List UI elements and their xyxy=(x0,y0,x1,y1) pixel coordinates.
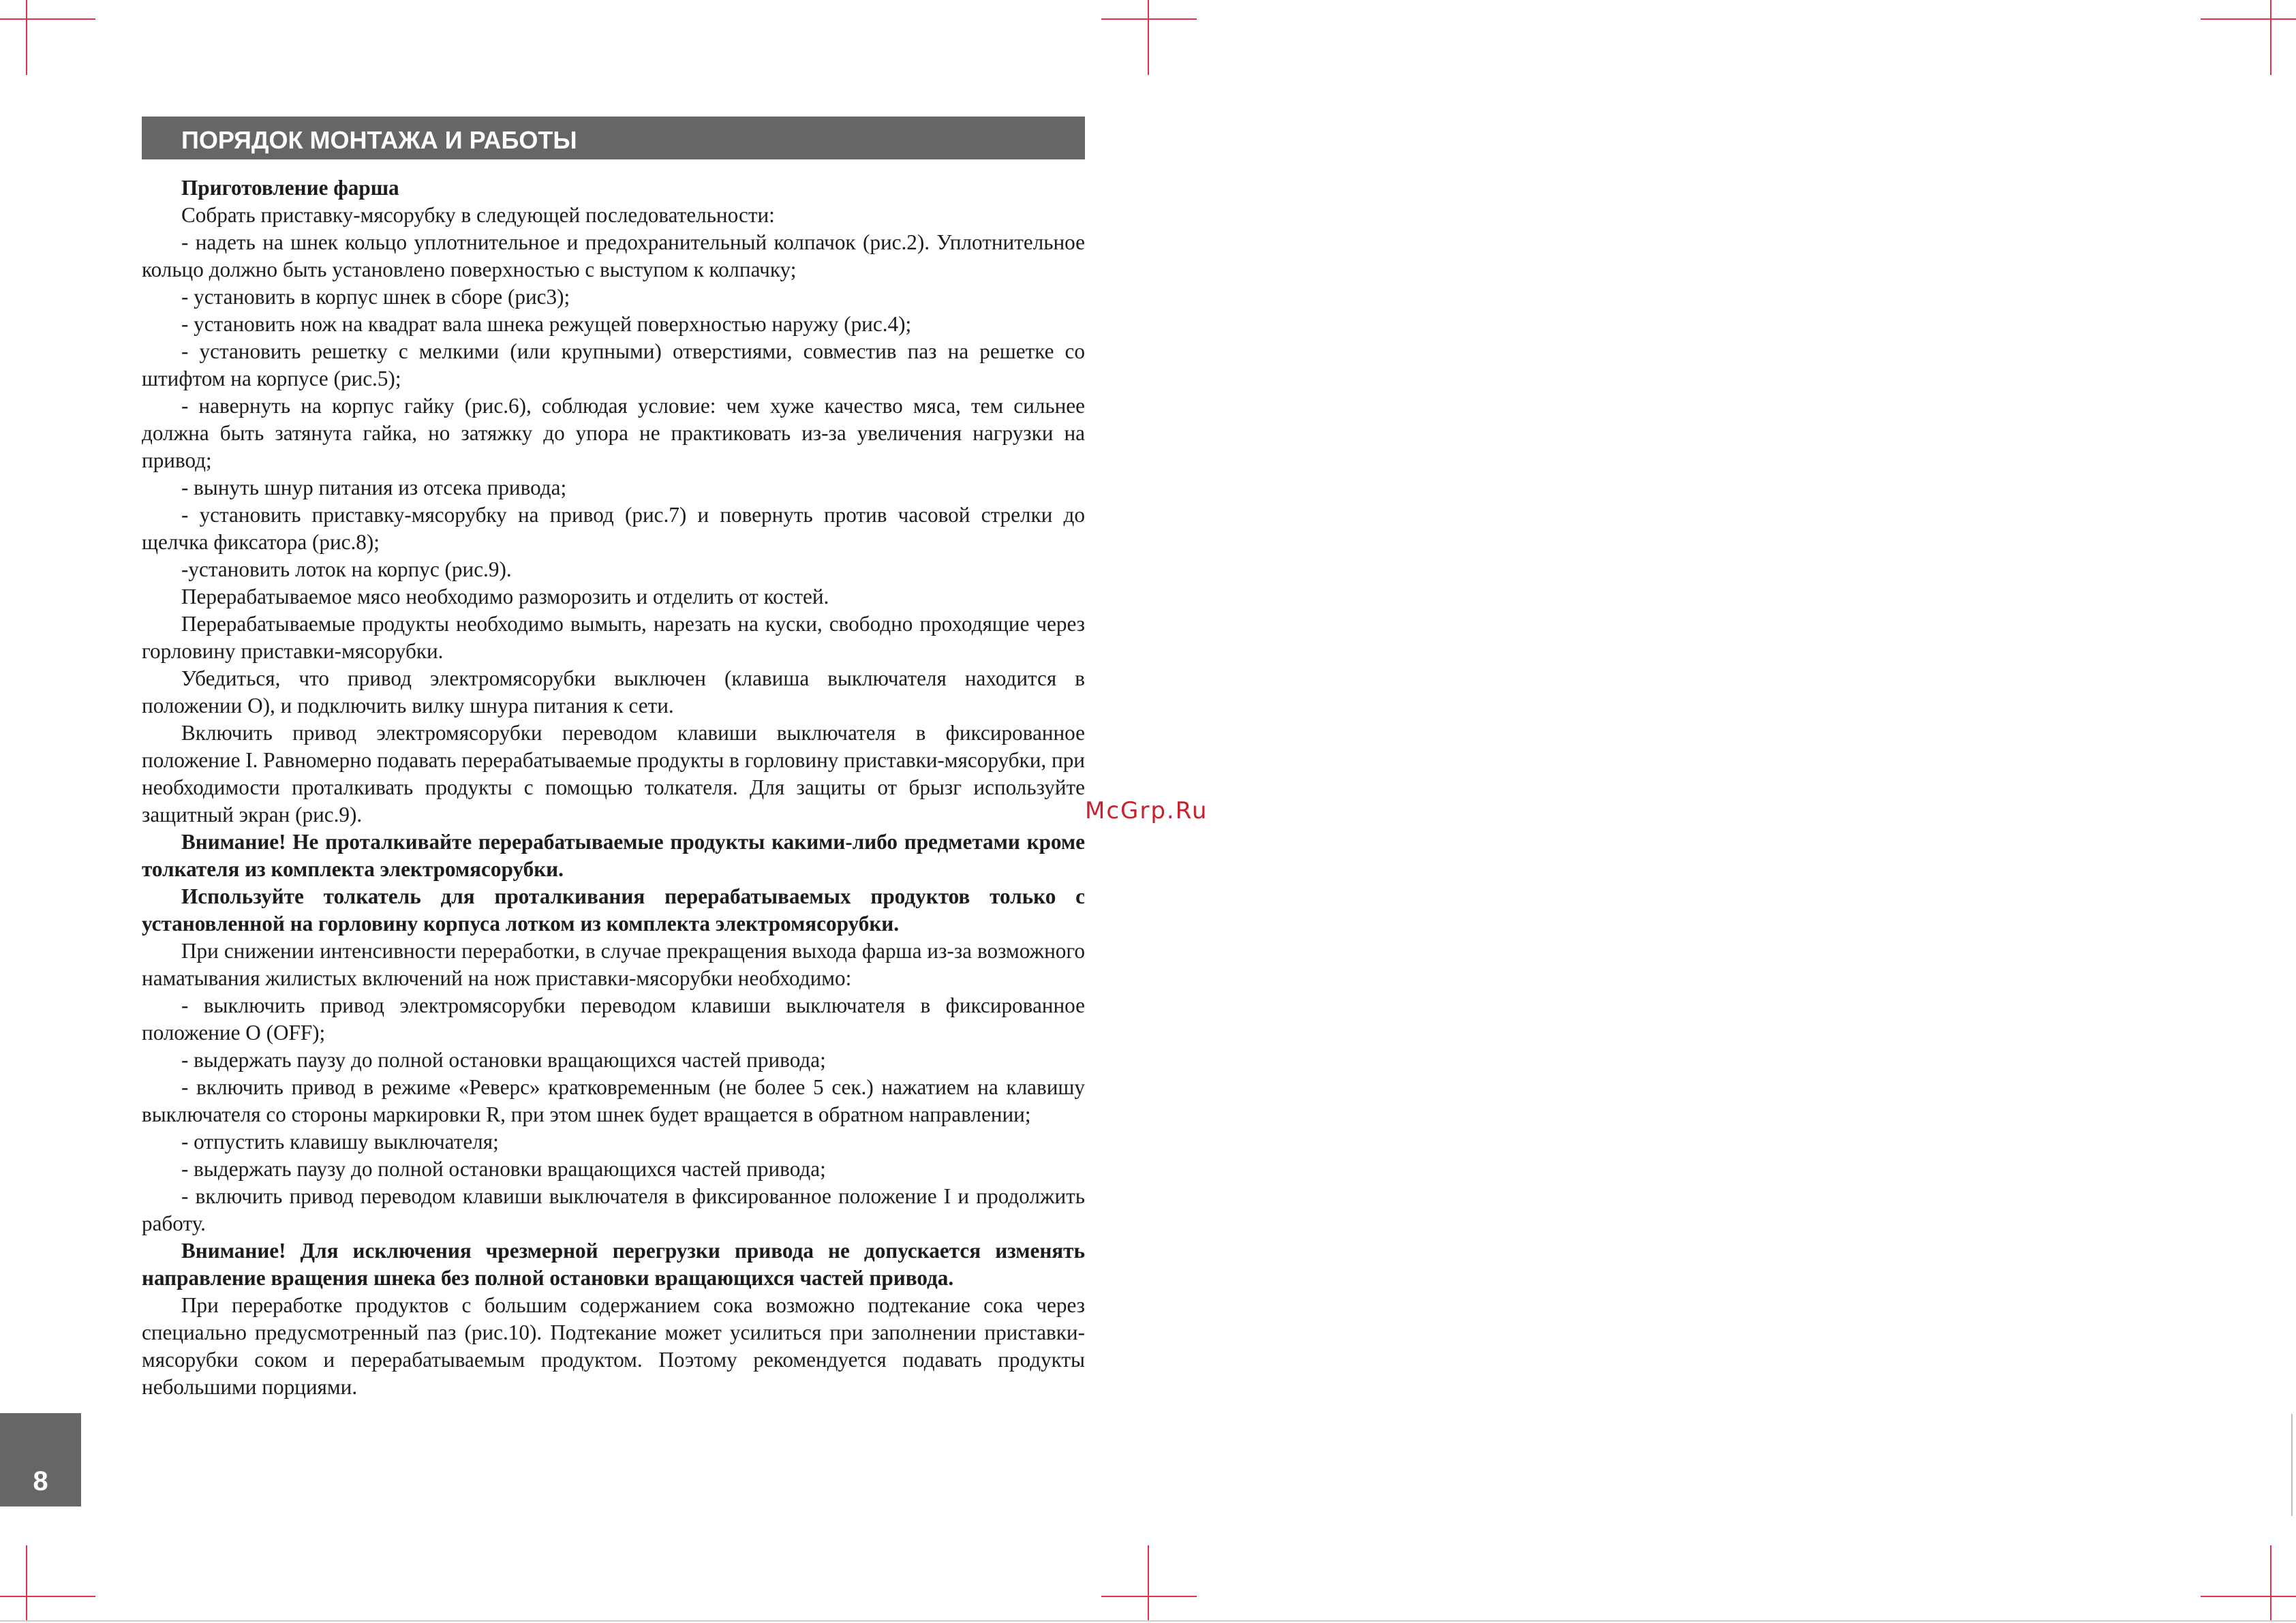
list-item: - включить привод в режиме «Реверс» кратковременным (не более 5 сек.) нажатием на клавишу выключателя со стороны маркировки R, при этом шнек будет вращается в обратном направлении; xyxy=(142,1075,1085,1126)
list-item: - выключить привод электромясорубки переводом клавиши выключателя в фиксированное положение O (OFF); xyxy=(142,993,1085,1045)
crop-mark xyxy=(2270,1545,2271,1620)
section-header xyxy=(142,117,1085,159)
list-item: - надеть на шнек кольцо уплотнительное и предохранительный колпачок (рис.2). Уплотнительное кольцо должно быть установлено поверхностью с выступом к колпачку; xyxy=(142,230,1085,281)
warning-paragraph: Используйте толкатель для проталкивания перерабатываемых продуктов только с установленной на горловину корпуса лотком из комплекта электромясорубки. xyxy=(142,884,1085,936)
page-number: 8 xyxy=(33,1466,48,1496)
list-item: - вынуть шнур питания из отсека привода; xyxy=(181,476,567,499)
crop-mark xyxy=(1148,0,1149,75)
watermark: McGrp.Ru xyxy=(1085,797,1208,824)
crop-mark xyxy=(1101,1596,1197,1597)
crop-mark xyxy=(0,18,95,20)
crop-mark xyxy=(0,1596,95,1597)
list-item: - установить нож на квадрат вала шнека режущей поверхностью наружу (рис.4); xyxy=(181,312,912,336)
list-item: - установить решетку с мелкими (или крупными) отверстиями, совместив паз на решетке со штифтом на корпусе (рис.5); xyxy=(142,339,1085,390)
paragraph: Перерабатываемые продукты необходимо вымыть, нарезать на куски, свободно проходящие через горловину приставки-мясорубки. xyxy=(142,612,1085,663)
crop-mark xyxy=(26,1545,27,1620)
paragraph: При снижении интенсивности переработки, в случае прекращения выхода фарша из-за возможного наматывания жилистых включений на нож приставки-мясорубки необходимо: xyxy=(142,939,1085,990)
paragraph: Включить привод электромясорубки переводом клавиши выключателя в фиксированное положение I. Равномерно подавать перерабатываемые продукты в горловину приставки-мясорубки, при необходимости проталкивать продукты с помощью толкателя. Для защиты от брызг используйте защитный экран (рис.9). xyxy=(142,721,1085,826)
paragraph: Убедиться, что привод электромясорубки выключен (клавиша выключателя находится в положении O), и подключить вилку шнура питания к сети. xyxy=(142,666,1085,717)
warning-paragraph: Внимание! Для исключения чрезмерной перегрузки привода не допускается изменять направление вращения шнека без полной остановки вращающихся частей привода. xyxy=(142,1239,1085,1290)
list-item: - включить привод переводом клавиши выключателя в фиксированное положение I и продолжить работу. xyxy=(142,1184,1085,1235)
list-item: - установить приставку-мясорубку на привод (рис.7) и повернуть против часовой стрелки до щелчка фиксатора (рис.8); xyxy=(142,503,1085,554)
list-item: - отпустить клавишу выключателя; xyxy=(181,1130,499,1154)
paragraph: Собрать приставку-мясорубку в следующей последовательности: xyxy=(181,203,775,227)
paragraph: Перерабатываемое мясо необходимо разморозить и отделить от костей. xyxy=(181,585,829,608)
section-title: ПОРЯДОК МОНТАЖА И РАБОТЫ xyxy=(181,126,577,154)
warning-paragraph: Внимание! Не проталкивайте перерабатываемые продукты какими-либо предметами кроме толкателя из комплекта электромясорубки. xyxy=(142,830,1085,881)
crop-mark xyxy=(26,0,27,75)
crop-mark xyxy=(2201,18,2296,20)
page-bottom-line xyxy=(0,1620,2296,1622)
crop-mark xyxy=(2201,1596,2296,1597)
paragraph: При переработке продуктов с большим содержанием сока возможно подтекание сока через специально предусмотренный паз (рис.10). Подтекание может усилиться при заполнении приставки-мясорубки соком и перерабатываемым продуктом. Поэтому рекомендуется подавать продукты небольшими порциями. xyxy=(142,1293,1085,1399)
crop-mark xyxy=(1101,18,1197,20)
list-item: - установить в корпус шнек в сборе (рис3); xyxy=(181,285,570,309)
crop-mark xyxy=(2270,0,2271,75)
crop-mark xyxy=(1148,1545,1149,1620)
page-edge-line xyxy=(2291,1414,2293,1516)
instructions-body xyxy=(142,174,1085,1401)
list-item: - выдержать паузу до полной остановки вращающихся частей привода; xyxy=(181,1157,826,1181)
list-item: -установить лоток на корпус (рис.9). xyxy=(181,557,512,581)
list-item: - выдержать паузу до полной остановки вращающихся частей привода; xyxy=(181,1048,826,1072)
subheading: Приготовление фарша xyxy=(181,176,399,200)
page-number-tab xyxy=(0,1413,81,1506)
list-item: - навернуть на корпус гайку (рис.6), соблюдая условие: чем хуже качество мяса, тем сильнее должна быть затянута гайка, но затяжку до упора не практиковать из-за увеличения нагрузки на привод; xyxy=(142,394,1085,472)
